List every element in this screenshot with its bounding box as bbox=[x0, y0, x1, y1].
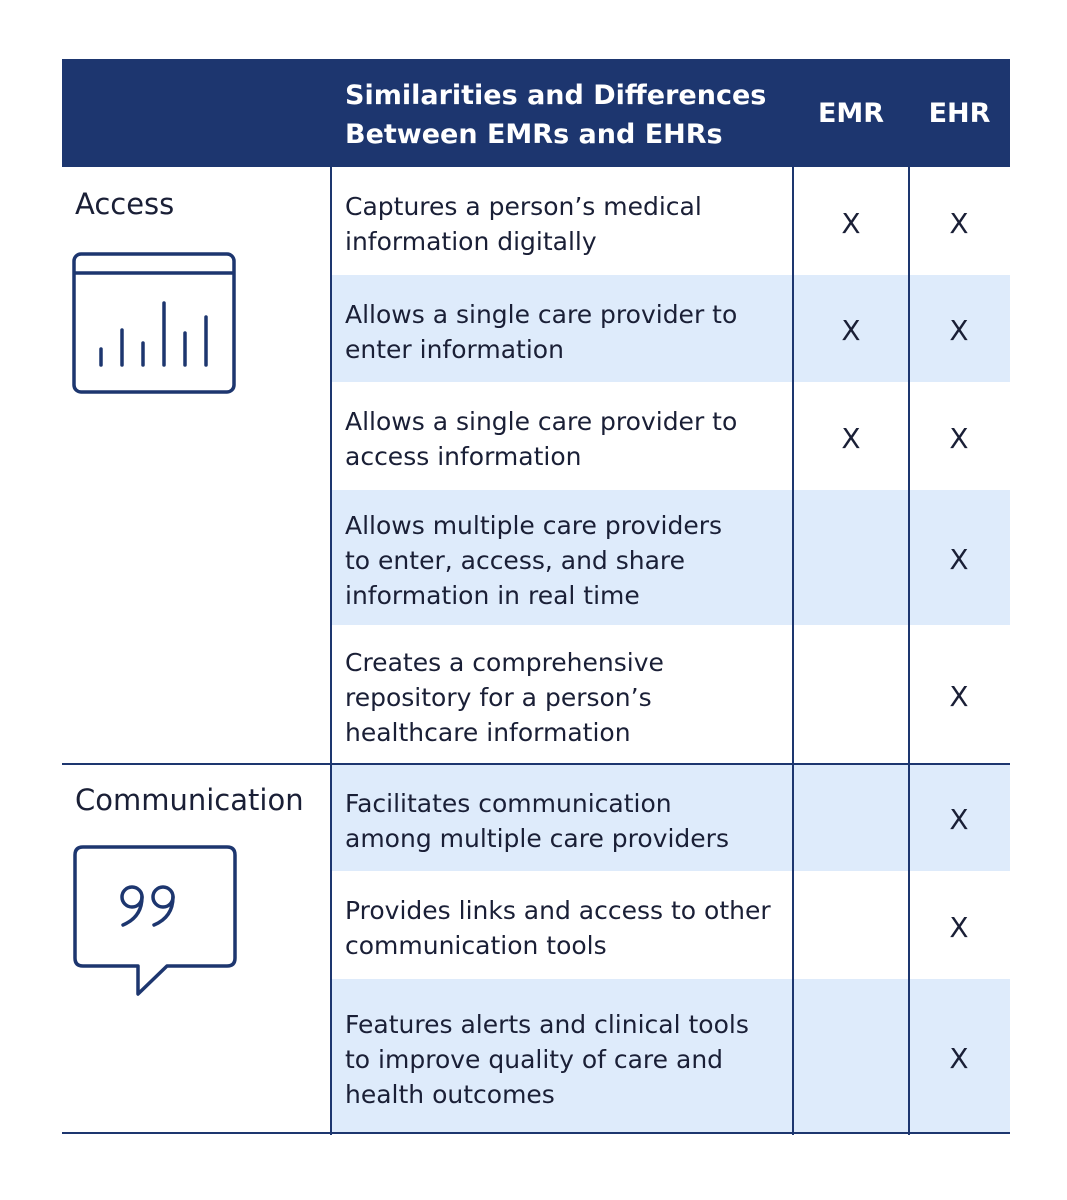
header-title: Similarities and Differences Between EMRs and EHRs bbox=[345, 80, 767, 150]
row-description: Allows a single care provider to access information bbox=[345, 407, 738, 471]
row-description: Creates a comprehensive repository for a person’s healthcare information bbox=[345, 648, 664, 747]
ehr-mark: X bbox=[949, 314, 969, 347]
ehr-mark: X bbox=[949, 803, 969, 836]
ehr-mark: X bbox=[949, 680, 969, 713]
row-description: Features alerts and clinical tools to improve quality of care and health outcomes bbox=[345, 1010, 749, 1109]
category-access-label: Access bbox=[75, 187, 175, 221]
header-emr: EMR bbox=[817, 97, 885, 129]
row-description: Allows multiple care providers to enter, access, and share information in real time bbox=[345, 511, 723, 610]
column-divider bbox=[330, 59, 332, 1135]
ehr-mark: X bbox=[949, 911, 969, 944]
emr-mark: X bbox=[841, 207, 861, 240]
category-communication-label: Communication bbox=[75, 783, 304, 817]
header-ehr: EHR bbox=[928, 97, 991, 129]
column-divider bbox=[792, 59, 794, 1135]
emr-mark: X bbox=[841, 422, 861, 455]
table-bottom-border bbox=[62, 1132, 1010, 1134]
ehr-mark: X bbox=[949, 1042, 969, 1075]
ehr-mark: X bbox=[949, 207, 969, 240]
emr-mark: X bbox=[841, 314, 861, 347]
table-header bbox=[62, 59, 1010, 167]
section-divider bbox=[62, 763, 1010, 765]
row-description: Captures a person’s medical information digitally bbox=[345, 192, 702, 256]
row-description: Allows a single care provider to enter information bbox=[345, 300, 738, 364]
row-description: Provides links and access to other communication tools bbox=[345, 896, 771, 960]
ehr-mark: X bbox=[949, 422, 969, 455]
ehr-mark: X bbox=[949, 543, 969, 576]
column-divider bbox=[908, 59, 910, 1135]
comparison-table bbox=[62, 59, 1010, 1135]
row-description: Facilitates communication among multiple care providers bbox=[345, 789, 729, 853]
bar-chart-window-icon bbox=[72, 252, 238, 396]
quote-bubble-icon bbox=[73, 845, 239, 997]
